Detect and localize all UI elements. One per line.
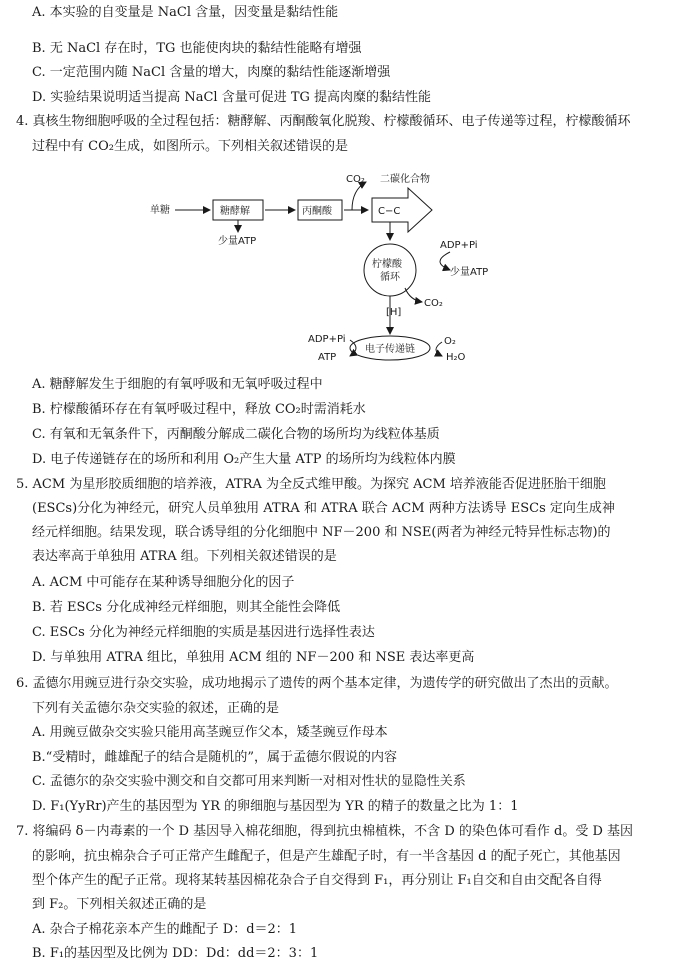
adp-pi-label-right: ADP+Pi bbox=[440, 240, 478, 251]
q6-stem-line2: 下列有关孟德尔杂交实验的叙述，正确的是 bbox=[32, 701, 280, 716]
q4-option-a: A. 糖酵解发生于细胞的有氧呼吸和无氧呼吸过程中 bbox=[32, 377, 323, 392]
q5-option-d: D. 与单独用 ATRA 组比，单独用 ACM 组的 NF－200 和 NSE 表达率更高 bbox=[32, 650, 475, 665]
cc-label: C−C bbox=[378, 206, 401, 217]
q7-stem-line4: 到 F₂。下列相关叙述正确的是 bbox=[32, 897, 207, 912]
pyruvate-label: 丙酮酸 bbox=[302, 206, 332, 217]
co2-label-top: CO₂ bbox=[346, 174, 365, 185]
q6-option-b: B.“受精时，雌雄配子的结合是随机的”，属于孟德尔假说的内容 bbox=[32, 750, 397, 765]
h-label: [H] bbox=[386, 307, 402, 318]
q5-stem-line1: 5. ACM 为星形胶质细胞的培养液，ATRA 为全反式维甲酸。为探究 ACM 培养液能否促进胚胎干细胞 bbox=[16, 477, 606, 492]
q5-option-a: A. ACM 中可能存在某种诱导细胞分化的因子 bbox=[32, 575, 295, 590]
o2-label: O₂ bbox=[444, 336, 456, 347]
q7-option-a: A. 杂合子棉花亲本产生的雌配子 D：d＝2：1 bbox=[32, 922, 298, 937]
q4-stem-line2: 过程中有 CO₂生成，如图所示。下列相关叙述错误的是 bbox=[32, 139, 348, 154]
q4-option-b: B. 柠檬酸循环存在有氧呼吸过程中，释放 CO₂时需消耗水 bbox=[32, 402, 366, 417]
q7-option-b: B. F₁的基因型及比例为 DD：Dd：dd＝2：3：1 bbox=[32, 946, 319, 961]
co2-label-right: CO₂ bbox=[424, 298, 443, 309]
h2o-label: H₂O bbox=[446, 352, 466, 363]
little-atp-label-2: 少量ATP bbox=[450, 267, 489, 278]
q5-option-c: C. ESCs 分化为神经元样细胞的实质是基因进行选择性表达 bbox=[32, 625, 375, 640]
q3-option-d: D. 实验结果说明适当提高 NaCl 含量可促进 TG 提高肉糜的黏结性能 bbox=[32, 90, 432, 105]
q3-option-a: A. 本实验的自变量是 NaCl 含量，因变量是黏结性能 bbox=[32, 5, 339, 20]
q3-option-b: B. 无 NaCl 存在时，TG 也能使肉块的黏结性能略有增强 bbox=[32, 41, 362, 56]
atp-label-left: ATP bbox=[318, 352, 337, 363]
tca-label-line2: 循环 bbox=[380, 272, 400, 283]
q5-option-b: B. 若 ESCs 分化成神经元样细胞，则其全能性会降低 bbox=[32, 600, 341, 615]
q4-option-c: C. 有氧和无氧条件下，丙酮酸分解成二碳化合物的场所均为线粒体基质 bbox=[32, 427, 440, 442]
q6-option-a: A. 用豌豆做杂交实验只能用高茎豌豆作父本，矮茎豌豆作母本 bbox=[32, 725, 388, 740]
q6-option-d: D. F₁(YyRr)产生的基因型为 YR 的卵细胞与基因型为 YR 的精子的数量之比为 1：1 bbox=[32, 799, 519, 814]
q5-stem-line2: (ESCs)分化为神经元，研究人员单独用 ATRA 和 ATRA 联合 ACM 两种方法诱导 ESCs 定向生成神 bbox=[32, 501, 615, 516]
q4-stem-line1: 4. 真核生物细胞呼吸的全过程包括：糖酵解、丙酮酸氧化脱羧、柠檬酸循环、电子传递等过程，柠檬酸循环 bbox=[16, 114, 631, 129]
q3-option-c: C. 一定范围内随 NaCl 含量的增大，肉糜的黏结性能逐渐增强 bbox=[32, 65, 391, 80]
respiration-diagram bbox=[140, 170, 540, 375]
little-atp-label-1: 少量ATP bbox=[218, 236, 257, 247]
q7-stem-line2: 的影响，抗虫棉杂合子可正常产生雌配子，但是产生雄配子时，有一半含基因 d 的配子死亡，其他基因 bbox=[32, 849, 621, 864]
q7-stem-line3: 型个体产生的配子正常。现将某转基因棉花杂合子自交得到 F₁，再分别让 F₁自交和自由交配各自得 bbox=[32, 873, 602, 888]
tca-cycle-circle bbox=[364, 244, 416, 296]
tca-label-line1: 柠檬酸 bbox=[372, 259, 402, 270]
q4-option-d: D. 电子传递链存在的场所和利用 O₂产生大量 ATP 的场所均为线粒体内膜 bbox=[32, 452, 456, 467]
etc-label: 电子传递链 bbox=[365, 344, 415, 355]
glucose-label: 单糖 bbox=[150, 205, 170, 216]
q7-stem-line1: 7. 将编码 δ－内毒素的一个 D 基因导入棉花细胞，得到抗虫棉植株，不含 D 的染色体可看作 d。受 D 基因 bbox=[16, 824, 634, 839]
q6-stem-line1: 6. 孟德尔用豌豆进行杂交实验，成功地揭示了遗传的两个基本定律，为遗传学的研究做出了杰出的贡献。 bbox=[16, 676, 618, 691]
glycolysis-label: 糖酵解 bbox=[220, 206, 250, 217]
two-carbon-label: 二碳化合物 bbox=[380, 174, 430, 185]
q6-option-c: C. 孟德尔的杂交实验中测交和自交都可用来判断一对相对性状的显隐性关系 bbox=[32, 774, 466, 789]
q5-stem-line3: 经元样细胞。结果发现，联合诱导组的分化细胞中 NF－200 和 NSE(两者为神经元特异性标志物)的 bbox=[32, 525, 611, 540]
q5-stem-line4: 表达率高于单独用 ATRA 组。下列相关叙述错误的是 bbox=[32, 549, 337, 564]
adp-pi-label-left: ADP+Pi bbox=[308, 334, 346, 345]
